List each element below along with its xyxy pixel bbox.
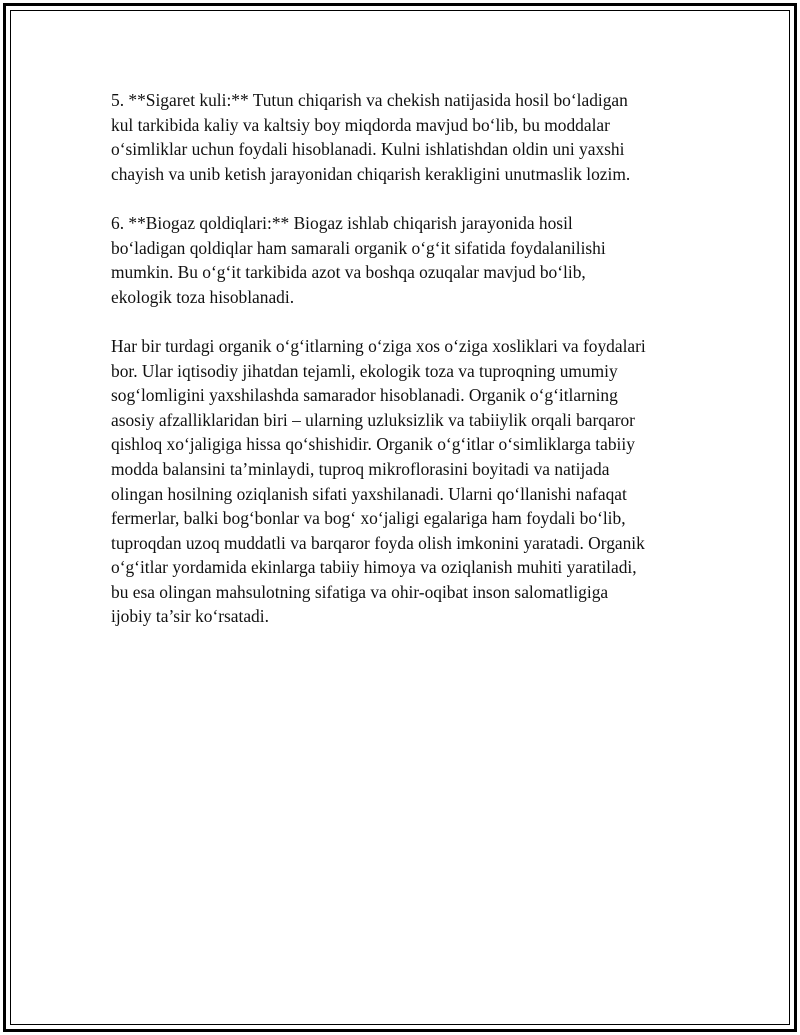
paragraph-biogaz-qoldiqlari [111, 211, 691, 309]
text-line: ijobiy ta’sir ko‘rsatadi. [111, 606, 269, 627]
text-line: bo‘ladigan qoldiqlar ham samarali organik o‘g‘it sifatida foydalanilishi [111, 237, 606, 258]
text-line: Har bir turdagi organik o‘g‘itlarning o‘ziga xos o‘ziga xosliklari va foydalari [111, 335, 646, 356]
text-line: tuproqdan uzoq muddatli va barqaror foyda olish imkonini yaratadi. Organik [111, 532, 645, 553]
document-body [111, 88, 691, 654]
text-line: chayish va unib ketish jarayonidan chiqarish kerakligini unutmaslik lozim. [111, 163, 631, 184]
text-line: o‘simliklar uchun foydali hisoblanadi. Kulni ishlatishdan oldin uni yaxshi [111, 139, 625, 160]
paragraph-summary [111, 334, 691, 629]
text-line: mumkin. Bu o‘g‘it tarkibida azot va boshqa ozuqalar mavjud bo‘lib, [111, 262, 586, 283]
paragraph-sigaret-kuli [111, 88, 691, 186]
text-line: 5. **Sigaret kuli:** Tutun chiqarish va chekish natijasida hosil bo‘ladigan [111, 90, 628, 110]
text-line: bor. Ular iqtisodiy jihatdan tejamli, ekologik toza va tuproqning umumiy [111, 360, 618, 381]
text-line: qishloq xo‘jaligiga hissa qo‘shishidir. Organik o‘g‘itlar o‘simliklarga tabiiy [111, 434, 635, 455]
text-line: o‘g‘itlar yordamida ekinlarga tabiiy himoya va oziqlanish muhiti yaratiladi, [111, 557, 637, 578]
text-line: olingan hosilning oziqlanish sifati yaxshilanadi. Ularni qo‘llanishi nafaqat [111, 483, 627, 504]
text-line: asosiy afzalliklaridan biri – ularning uzluksizlik va tabiiylik orqali barqaror [111, 409, 635, 430]
text-line: bu esa olingan mahsulotning sifatiga va ohir-oqibat inson salomatligiga [111, 581, 609, 602]
text-line: kul tarkibida kaliy va kaltsiy boy miqdorda mavjud bo‘lib, bu moddalar [111, 114, 610, 135]
text-line: modda balansini ta’minlaydi, tuproq mikroflorasini boyitadi va natijada [111, 458, 610, 479]
text-line: fermerlar, balki bog‘bonlar va bog‘ xo‘jaligi egalariga ham foydali bo‘lib, [111, 508, 626, 529]
text-line: 6. **Biogaz qoldiqlari:** Biogaz ishlab chiqarish jarayonida hosil [111, 212, 573, 233]
text-line: ekologik toza hisoblanadi. [111, 286, 295, 307]
text-line: sog‘lomligini yaxshilashda samarador hisoblanadi. Organik o‘g‘itlarning [111, 385, 618, 406]
